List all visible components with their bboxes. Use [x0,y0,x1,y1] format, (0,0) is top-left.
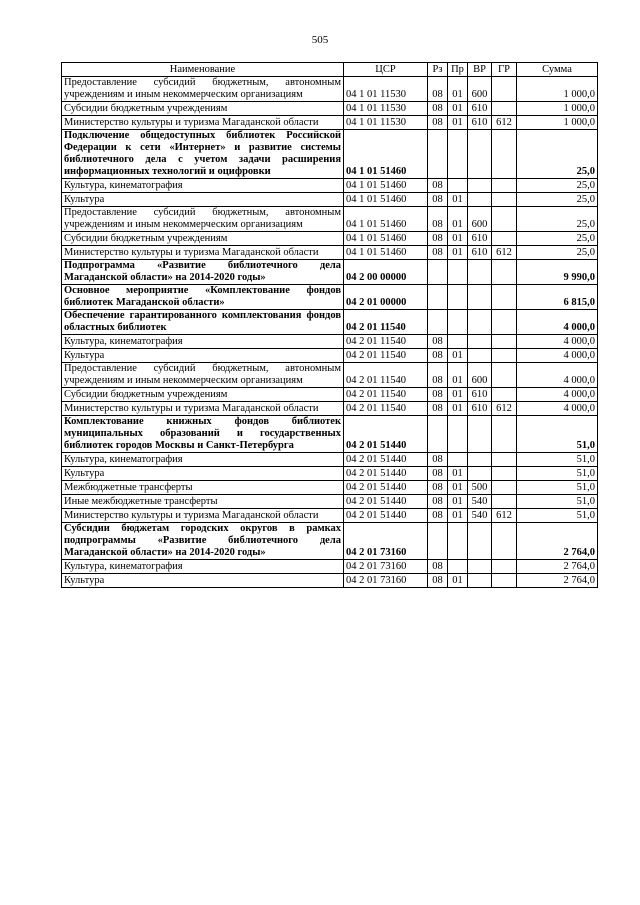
row-csr: 04 2 01 11540 [344,310,428,335]
row-sum: 25,0 [517,207,598,232]
row-sum: 4 000,0 [517,363,598,388]
row-csr: 04 2 01 11540 [344,388,428,402]
row-vr: 610 [468,232,492,246]
row-csr: 04 2 01 73160 [344,523,428,560]
row-csr: 04 2 00 00000 [344,260,428,285]
row-rz: 08 [428,402,448,416]
table-header-row [62,63,598,77]
row-gr [492,232,517,246]
row-csr: 04 1 01 51460 [344,232,428,246]
row-pr: 01 [448,77,468,102]
row-csr: 04 1 01 51460 [344,130,428,179]
row-csr: 04 2 01 73160 [344,560,428,574]
row-rz: 08 [428,335,448,349]
row-rz: 08 [428,102,448,116]
row-gr [492,495,517,509]
row-sum: 25,0 [517,130,598,179]
row-pr [448,523,468,560]
row-pr: 01 [448,116,468,130]
row-gr [492,285,517,310]
row-gr [492,260,517,285]
row-gr: 612 [492,116,517,130]
row-rz: 08 [428,453,448,467]
row-csr: 04 2 01 11540 [344,363,428,388]
row-sum: 2 764,0 [517,574,598,588]
row-pr [448,285,468,310]
row-vr: 610 [468,246,492,260]
row-pr: 01 [448,363,468,388]
row-gr [492,523,517,560]
row-gr [492,335,517,349]
row-vr [468,130,492,179]
header-rz: Рз [428,63,448,77]
row-pr: 01 [448,481,468,495]
row-sum: 25,0 [517,179,598,193]
row-name: Предоставление субсидий бюджетным, автономным учреждениям и иным некоммерческим организациям [62,363,344,388]
row-gr: 612 [492,509,517,523]
row-name: Культура, кинематография [62,453,344,467]
row-pr [448,179,468,193]
table-row [62,453,598,467]
row-rz [428,523,448,560]
row-vr [468,349,492,363]
table-row [62,102,598,116]
row-gr [492,207,517,232]
row-name: Культура, кинематография [62,560,344,574]
row-vr: 540 [468,495,492,509]
row-name: Обеспечение гарантированного комплектования фондов областных библиотек [62,310,344,335]
page-number: 505 [311,34,329,46]
row-vr: 500 [468,481,492,495]
row-vr: 600 [468,363,492,388]
row-rz: 08 [428,116,448,130]
row-csr: 04 2 01 11540 [344,335,428,349]
row-vr: 610 [468,102,492,116]
row-sum: 4 000,0 [517,349,598,363]
row-rz: 08 [428,349,448,363]
header-csr: ЦСР [344,63,428,77]
row-name: Предоставление субсидий бюджетным, автономным учреждениям и иным некоммерческим организациям [62,77,344,102]
row-sum: 9 990,0 [517,260,598,285]
row-csr: 04 2 01 11540 [344,349,428,363]
row-rz: 08 [428,207,448,232]
row-pr: 01 [448,467,468,481]
row-name: Культура [62,574,344,588]
row-name: Подключение общедоступных библиотек Российской Федерации к сети «Интернет» и развитие системы библиотечного дела с учетом задачи расширения информационных технологий и оцифровки [62,130,344,179]
table-row [62,574,598,588]
row-gr [492,481,517,495]
row-rz: 08 [428,509,448,523]
row-csr: 04 2 01 11540 [344,402,428,416]
table-row [62,285,598,310]
row-gr: 612 [492,402,517,416]
row-csr: 04 1 01 51460 [344,179,428,193]
row-rz: 08 [428,77,448,102]
row-rz: 08 [428,560,448,574]
row-vr [468,416,492,453]
row-pr: 01 [448,232,468,246]
row-csr: 04 2 01 51440 [344,481,428,495]
row-sum: 6 815,0 [517,285,598,310]
row-name: Министерство культуры и туризма Магаданской области [62,246,344,260]
table-row [62,388,598,402]
row-name: Подпрограмма «Развитие библиотечного дела Магаданской области» на 2014-2020 годы» [62,260,344,285]
table-row [62,130,598,179]
row-csr: 04 2 01 51440 [344,416,428,453]
budget-table [61,62,598,588]
row-name: Министерство культуры и туризма Магаданской области [62,116,344,130]
row-csr: 04 1 01 51460 [344,207,428,232]
table-row [62,481,598,495]
row-pr [448,310,468,335]
row-csr: 04 2 01 00000 [344,285,428,310]
row-name: Предоставление субсидий бюджетным, автономным учреждениям и иным некоммерческим организациям [62,207,344,232]
row-rz: 08 [428,495,448,509]
table-row [62,509,598,523]
row-gr [492,130,517,179]
row-name: Культура, кинематография [62,179,344,193]
row-name: Основное мероприятие «Комплектование фондов библиотек Магаданской области» [62,285,344,310]
row-name: Культура [62,349,344,363]
row-gr [492,193,517,207]
row-name: Субсидии бюджетам городских округов в рамках подпрограммы «Развитие библиотечного дела Магаданской области» на 2014-2020 годы» [62,523,344,560]
row-vr [468,453,492,467]
row-rz: 08 [428,388,448,402]
table-row [62,363,598,388]
row-csr: 04 2 01 51440 [344,495,428,509]
row-rz: 08 [428,246,448,260]
row-sum: 51,0 [517,453,598,467]
row-vr [468,260,492,285]
header-gr: ГР [492,63,517,77]
row-vr [468,523,492,560]
row-name: Комплектование книжных фондов библиотек муниципальных образований и государственных библиотек городов Москвы и Санкт-Петербурга [62,416,344,453]
row-rz [428,130,448,179]
row-gr [492,560,517,574]
row-pr: 01 [448,495,468,509]
row-sum: 4 000,0 [517,335,598,349]
table-row [62,416,598,453]
row-csr: 04 2 01 51440 [344,453,428,467]
row-vr: 600 [468,207,492,232]
table-row [62,560,598,574]
row-name: Министерство культуры и туризма Магаданской области [62,509,344,523]
row-pr: 01 [448,193,468,207]
table-row [62,77,598,102]
table-row [62,207,598,232]
row-sum: 51,0 [517,416,598,453]
row-rz: 08 [428,179,448,193]
row-gr [492,77,517,102]
row-rz [428,285,448,310]
table-row [62,116,598,130]
row-sum: 51,0 [517,495,598,509]
row-rz: 08 [428,232,448,246]
row-pr: 01 [448,388,468,402]
row-gr [492,574,517,588]
row-vr [468,560,492,574]
row-vr [468,193,492,207]
row-gr [492,310,517,335]
row-sum: 1 000,0 [517,77,598,102]
table-row [62,402,598,416]
row-name: Субсидии бюджетным учреждениям [62,388,344,402]
row-pr: 01 [448,574,468,588]
row-pr [448,416,468,453]
row-sum: 2 764,0 [517,523,598,560]
row-sum: 1 000,0 [517,116,598,130]
row-gr [492,416,517,453]
table-row [62,179,598,193]
row-name: Культура [62,193,344,207]
row-vr: 610 [468,388,492,402]
row-pr: 01 [448,349,468,363]
table-row [62,349,598,363]
row-pr [448,130,468,179]
row-name: Субсидии бюджетным учреждениям [62,102,344,116]
row-name: Иные межбюджетные трансферты [62,495,344,509]
table-row [62,467,598,481]
header-name: Наименование [62,63,344,77]
row-pr: 01 [448,102,468,116]
row-gr [492,179,517,193]
row-name: Субсидии бюджетным учреждениям [62,232,344,246]
table-row [62,523,598,560]
row-csr: 04 2 01 73160 [344,574,428,588]
table-row [62,232,598,246]
row-vr: 600 [468,77,492,102]
row-rz [428,310,448,335]
row-pr [448,453,468,467]
row-pr [448,260,468,285]
row-vr [468,467,492,481]
table-row [62,495,598,509]
row-csr: 04 2 01 51440 [344,467,428,481]
row-pr [448,560,468,574]
row-vr [468,310,492,335]
row-vr [468,285,492,310]
row-pr: 01 [448,509,468,523]
row-rz: 08 [428,363,448,388]
row-csr: 04 1 01 11530 [344,77,428,102]
table-row [62,246,598,260]
row-gr [492,349,517,363]
row-rz [428,416,448,453]
row-pr [448,335,468,349]
header-pr: Пр [448,63,468,77]
row-gr: 612 [492,246,517,260]
table-row [62,260,598,285]
row-sum: 25,0 [517,193,598,207]
table-row [62,335,598,349]
row-sum: 51,0 [517,509,598,523]
row-gr [492,363,517,388]
row-rz [428,260,448,285]
table-row [62,193,598,207]
row-name: Министерство культуры и туризма Магаданской области [62,402,344,416]
row-gr [492,467,517,481]
row-pr: 01 [448,246,468,260]
row-sum: 51,0 [517,481,598,495]
row-pr: 01 [448,207,468,232]
row-rz: 08 [428,481,448,495]
row-sum: 4 000,0 [517,388,598,402]
row-gr [492,388,517,402]
header-sum: Сумма [517,63,598,77]
row-vr: 610 [468,402,492,416]
row-rz: 08 [428,193,448,207]
row-sum: 4 000,0 [517,402,598,416]
row-csr: 04 1 01 11530 [344,116,428,130]
row-csr: 04 2 01 51440 [344,509,428,523]
row-csr: 04 1 01 11530 [344,102,428,116]
row-pr: 01 [448,402,468,416]
row-name: Межбюджетные трансферты [62,481,344,495]
header-vr: ВР [468,63,492,77]
row-sum: 4 000,0 [517,310,598,335]
row-name: Культура [62,467,344,481]
row-name: Культура, кинематография [62,335,344,349]
table-row [62,310,598,335]
row-rz: 08 [428,467,448,481]
row-sum: 25,0 [517,246,598,260]
row-gr [492,102,517,116]
row-csr: 04 1 01 51460 [344,246,428,260]
row-sum: 2 764,0 [517,560,598,574]
row-gr [492,453,517,467]
row-sum: 1 000,0 [517,102,598,116]
row-vr [468,335,492,349]
row-csr: 04 1 01 51460 [344,193,428,207]
row-vr: 610 [468,116,492,130]
row-sum: 51,0 [517,467,598,481]
row-vr: 540 [468,509,492,523]
row-sum: 25,0 [517,232,598,246]
row-rz: 08 [428,574,448,588]
row-vr [468,574,492,588]
row-vr [468,179,492,193]
